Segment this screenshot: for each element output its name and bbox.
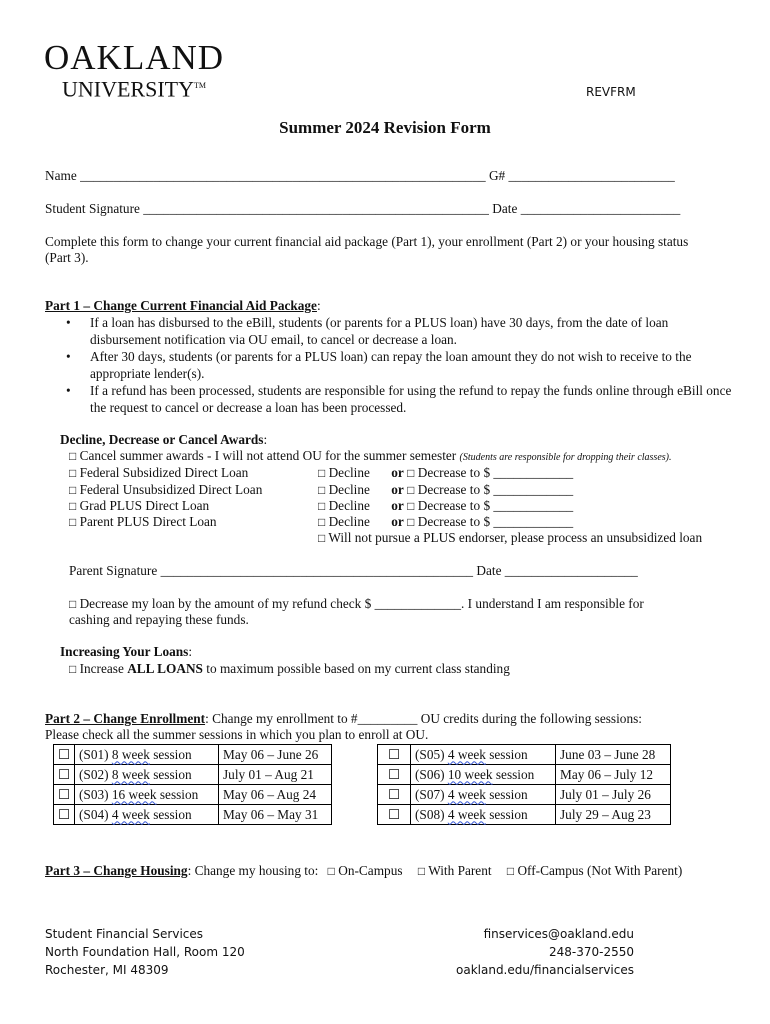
logo-subtitle: UNIVERSITY™ bbox=[62, 76, 206, 102]
part2-heading: Part 2 – Change Enrollment: Change my enrollment to #_________ OU credits during the following sessions: bbox=[45, 711, 642, 726]
session-dates: July 01 – Aug 21 bbox=[219, 765, 332, 785]
checkbox[interactable]: □ bbox=[69, 597, 77, 611]
table-row bbox=[54, 805, 332, 825]
session-label: (S01) 8 week session bbox=[75, 745, 219, 765]
housing-option-with-parent[interactable]: □ With Parent bbox=[417, 863, 492, 878]
checkbox[interactable]: □ bbox=[69, 662, 77, 676]
increase-option: □ Increase ALL LOANS to maximum possible based on my current class standing bbox=[69, 661, 510, 676]
housing-option-off-campus[interactable]: □ Off-Campus (Not With Parent) bbox=[506, 863, 683, 878]
session-dates: July 01 – July 26 bbox=[556, 785, 671, 805]
session-label: (S07) 4 week session bbox=[411, 785, 556, 805]
session-checkbox[interactable]: ☐ bbox=[54, 765, 75, 785]
footer-email[interactable]: finservices@oakland.edu bbox=[483, 927, 634, 941]
plus-endorser-option: □ Will not pursue a PLUS endorser, please process an unsubsidized loan bbox=[318, 530, 703, 545]
decline-heading: Decline, Decrease or Cancel Awards: bbox=[60, 432, 268, 447]
session-dates: May 06 – Aug 24 bbox=[219, 785, 332, 805]
session-label: (S04) 4 week session bbox=[75, 805, 219, 825]
footer-address bbox=[45, 925, 245, 979]
sessions-table-right bbox=[377, 744, 671, 825]
footer-office: Student Financial Services bbox=[45, 927, 204, 941]
loan-row-parent-plus: □ Parent PLUS Direct Loan bbox=[69, 514, 217, 529]
loan-row-subsidized: □ Federal Subsidized Direct Loan bbox=[69, 465, 249, 480]
loan-options-parent-plus: □ Decline or □ Decrease to $ ____________ bbox=[318, 514, 574, 529]
session-label: (S08) 4 week session bbox=[411, 805, 556, 825]
session-label: (S02) 8 week session bbox=[75, 765, 219, 785]
decline-checkbox[interactable]: □ bbox=[318, 499, 326, 513]
decrease-checkbox[interactable]: □ bbox=[407, 499, 415, 513]
part1-bullets bbox=[62, 314, 732, 416]
table-row bbox=[54, 745, 332, 765]
increase-heading: Increasing Your Loans: bbox=[60, 644, 193, 659]
checkbox[interactable]: □ bbox=[69, 466, 77, 480]
housing-option-on-campus[interactable]: □ On-Campus bbox=[327, 863, 403, 878]
table-row bbox=[54, 785, 332, 805]
refund-option: □ Decrease my loan by the amount of my refund check $ _____________. I understand I am responsible for bbox=[69, 596, 644, 611]
list-item: • If a loan has disbursed to the eBill, students (or parents for a PLUS loan) have 30 days, from the date of loan disbursement notification via OU email, to cancel or decrease a loan. bbox=[66, 315, 669, 347]
logo-wordmark: OAKLAND bbox=[44, 38, 225, 77]
loan-row-grad-plus: □ Grad PLUS Direct Loan bbox=[69, 498, 210, 513]
session-checkbox[interactable]: ☐ bbox=[54, 805, 75, 825]
loan-options-subsidized: □ Decline or □ Decrease to $ ____________ bbox=[318, 465, 574, 480]
checkbox[interactable]: □ bbox=[69, 449, 77, 463]
footer-website[interactable]: oakland.edu/financialservices bbox=[456, 963, 634, 977]
decrease-checkbox[interactable]: □ bbox=[407, 483, 415, 497]
session-checkbox[interactable]: ☐ bbox=[378, 765, 411, 785]
checkbox[interactable]: □ bbox=[318, 531, 326, 545]
list-item: • If a refund has been processed, students are responsible for using the refund to repay the funds online through eBill once the request to cancel or decrease a loan has been processed. bbox=[66, 383, 732, 415]
checkbox[interactable]: □ bbox=[69, 483, 77, 497]
session-dates: June 03 – June 28 bbox=[556, 745, 671, 765]
session-dates: May 06 – June 26 bbox=[219, 745, 332, 765]
footer-contact bbox=[456, 925, 634, 979]
session-label: (S05) 4 week session bbox=[411, 745, 556, 765]
decrease-checkbox[interactable]: □ bbox=[407, 466, 415, 480]
loan-options-grad-plus: □ Decline or □ Decrease to $ ____________ bbox=[318, 498, 574, 513]
decline-checkbox[interactable]: □ bbox=[318, 515, 326, 529]
checkbox[interactable]: □ bbox=[69, 499, 77, 513]
page-title: Summer 2024 Revision Form bbox=[279, 118, 491, 137]
part2-instruction: Please check all the summer sessions in which you plan to enroll at OU. bbox=[45, 727, 429, 742]
list-item: • After 30 days, students (or parents for a PLUS loan) can repay the loan amount they do not wish to receive to the appropriate lender(s). bbox=[66, 349, 692, 381]
name-field[interactable]: Name _____________________________________________________________ G# _________________________ bbox=[45, 168, 675, 183]
decline-checkbox[interactable]: □ bbox=[318, 483, 326, 497]
parent-signature-field[interactable]: Parent Signature _______________________________________________ Date ____________________ bbox=[69, 563, 638, 578]
session-checkbox[interactable]: ☐ bbox=[54, 745, 75, 765]
part1-heading: Part 1 – Change Current Financial Aid Package: bbox=[45, 298, 321, 313]
session-checkbox[interactable]: ☐ bbox=[378, 785, 411, 805]
table-row bbox=[54, 765, 332, 785]
session-label: (S06) 10 week session bbox=[411, 765, 556, 785]
footer-phone: 248-370-2550 bbox=[548, 945, 634, 959]
session-dates: July 29 – Aug 23 bbox=[556, 805, 671, 825]
table-row bbox=[378, 805, 671, 825]
sessions-table-left bbox=[53, 744, 332, 825]
session-dates: May 06 – July 12 bbox=[556, 765, 671, 785]
footer-building: North Foundation Hall, Room 120 bbox=[45, 945, 245, 959]
decline-checkbox[interactable]: □ bbox=[318, 466, 326, 480]
loan-row-unsubsidized: □ Federal Unsubsidized Direct Loan bbox=[69, 482, 263, 497]
decrease-checkbox[interactable]: □ bbox=[407, 515, 415, 529]
part3-heading: Part 3 – Change Housing: Change my housing to: □ On-Campus □ With Parent □ Off-Campus (Not With Parent) bbox=[45, 863, 683, 878]
refund-text-2: cashing and repaying these funds. bbox=[69, 612, 249, 627]
session-checkbox[interactable]: ☐ bbox=[54, 785, 75, 805]
student-signature-field[interactable]: Student Signature ____________________________________________________ Date ________________________ bbox=[45, 201, 681, 216]
intro-text-2: (Part 3). bbox=[45, 250, 89, 265]
checkbox[interactable]: □ bbox=[69, 515, 77, 529]
loan-options-unsubsidized: □ Decline or □ Decrease to $ ____________ bbox=[318, 482, 574, 497]
session-checkbox[interactable]: ☐ bbox=[378, 805, 411, 825]
table-row bbox=[378, 785, 671, 805]
form-code: REVFRM bbox=[586, 85, 636, 99]
cancel-summer-option[interactable]: □ Cancel summer awards - I will not attend OU for the summer semester (Students are responsible for dropping their classes). bbox=[69, 448, 672, 463]
session-dates: May 06 – May 31 bbox=[219, 805, 332, 825]
table-row bbox=[378, 765, 671, 785]
session-label: (S03) 16 week session bbox=[75, 785, 219, 805]
footer-city: Rochester, MI 48309 bbox=[45, 963, 169, 977]
intro-text: Complete this form to change your current financial aid package (Part 1), your enrollment (Part 2) or your housing status bbox=[45, 234, 689, 249]
table-row bbox=[378, 745, 671, 765]
session-checkbox[interactable]: ☐ bbox=[378, 745, 411, 765]
